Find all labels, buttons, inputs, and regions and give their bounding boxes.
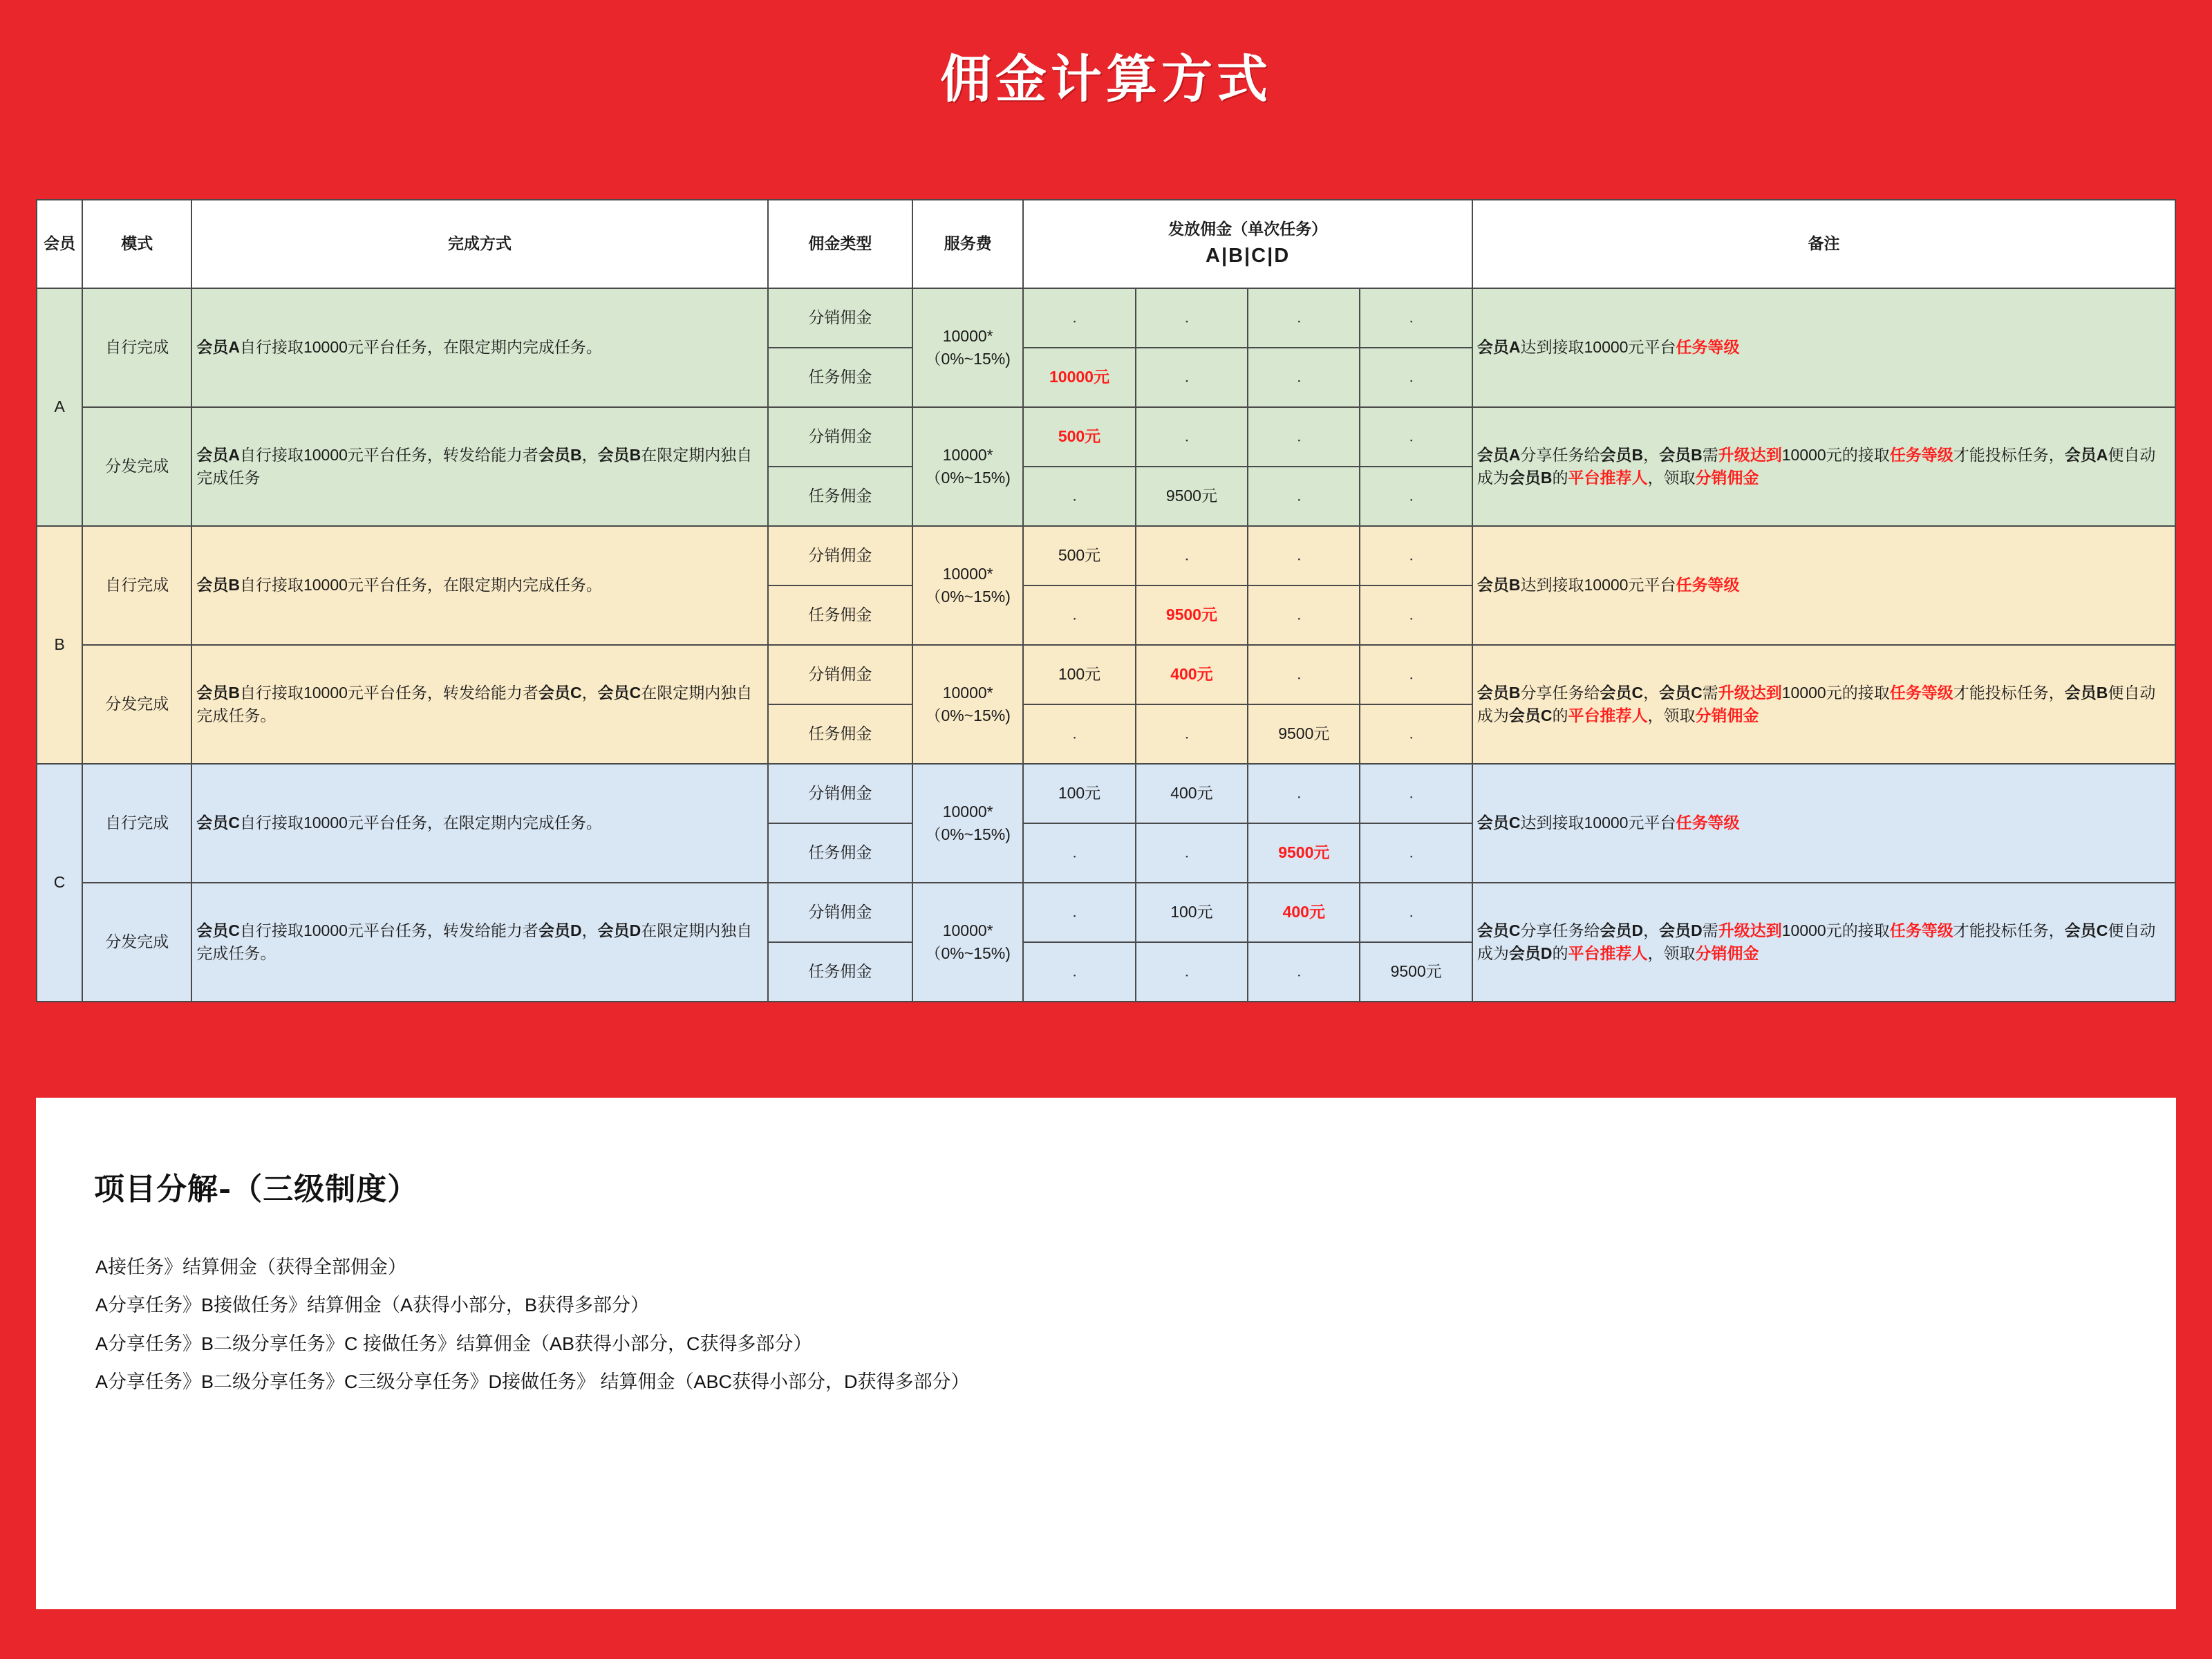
remark-cell: 会员B分享任务给会员C，会员C需升级达到10000元的接取任务等级才能投标任务，会员B便自动成为会员C的平台推荐人，领取分销佣金 <box>1472 645 2175 764</box>
mode-cell: 分发完成 <box>82 645 191 764</box>
header-payout-sub: A|B|C|D <box>1206 244 1291 267</box>
payout-c-cell: ． <box>1248 467 1360 526</box>
payout-d-cell: ． <box>1360 348 1472 407</box>
header-commission-type: 佣金类型 <box>768 200 912 288</box>
payout-c-cell: ． <box>1248 407 1360 467</box>
commission-type-cell: 任务佣金 <box>768 467 912 526</box>
method-cell: 会员C自行接取10000元平台任务，转发给能力者会员D，会员D在限定期内独自完成任务。 <box>191 883 767 1002</box>
payout-b-cell: 9500元 <box>1136 467 1248 526</box>
commission-type-cell: 分销佣金 <box>768 288 912 348</box>
commission-table-wrap <box>36 199 2176 1002</box>
method-cell: 会员A自行接取10000元平台任务，在限定期内完成任务。 <box>191 288 767 407</box>
payout-d-cell: ． <box>1360 645 1472 704</box>
payout-a-cell: 10000元 <box>1023 348 1135 407</box>
mode-cell: 自行完成 <box>82 764 191 883</box>
commission-type-cell: 分销佣金 <box>768 883 912 942</box>
payout-d-cell: ． <box>1360 585 1472 645</box>
service-fee-cell: 10000* （0%~15%) <box>912 526 1023 645</box>
service-fee-cell: 10000* （0%~15%) <box>912 645 1023 764</box>
payout-d-cell: 9500元 <box>1360 942 1472 1002</box>
commission-type-cell: 任务佣金 <box>768 585 912 645</box>
payout-d-cell: ． <box>1360 883 1472 942</box>
payout-c-cell: ． <box>1248 645 1360 704</box>
table-row <box>37 883 2175 942</box>
commission-table <box>36 199 2176 1002</box>
commission-type-cell: 分销佣金 <box>768 526 912 585</box>
payout-d-cell: ． <box>1360 526 1472 585</box>
table-row <box>37 645 2175 704</box>
payout-c-cell: ． <box>1248 288 1360 348</box>
service-fee-cell: 10000* （0%~15%) <box>912 883 1023 1002</box>
commission-table-body <box>37 288 2175 1002</box>
header-service-fee: 服务费 <box>912 200 1023 288</box>
method-cell: 会员B自行接取10000元平台任务，转发给能力者会员C，会员C在限定期内独自完成任务。 <box>191 645 767 764</box>
breakdown-line: A分享任务》B接做任务》结算佣金（A获得小部分，B获得多部分） <box>95 1295 650 1316</box>
payout-a-cell: 500元 <box>1023 407 1135 467</box>
breakdown-line: A接任务》结算佣金（获得全部佣金） <box>95 1257 407 1277</box>
payout-a-cell: ． <box>1023 704 1135 764</box>
mode-cell: 自行完成 <box>82 288 191 407</box>
table-row <box>37 288 2175 348</box>
payout-a-cell: ． <box>1023 942 1135 1002</box>
header-method: 完成方式 <box>191 200 767 288</box>
payout-c-cell: 9500元 <box>1248 823 1360 883</box>
breakdown-lines <box>36 1208 2176 1401</box>
remark-cell: 会员B达到接取10000元平台任务等级 <box>1472 526 2175 645</box>
payout-b-cell: 400元 <box>1136 764 1248 823</box>
service-fee-cell: 10000* （0%~15%) <box>912 407 1023 526</box>
payout-b-cell: ． <box>1136 942 1248 1002</box>
commission-type-cell: 任务佣金 <box>768 942 912 1002</box>
commission-type-cell: 任务佣金 <box>768 348 912 407</box>
payout-b-cell: ． <box>1136 823 1248 883</box>
header-payout-main: 发放佣金（单次任务） <box>1168 220 1328 238</box>
payout-b-cell: ． <box>1136 348 1248 407</box>
table-row <box>37 764 2175 823</box>
payout-c-cell: ． <box>1248 585 1360 645</box>
payout-d-cell: ． <box>1360 764 1472 823</box>
payout-d-cell: ． <box>1360 823 1472 883</box>
mode-cell: 自行完成 <box>82 526 191 645</box>
breakdown-line: A分享任务》B二级分享任务》C三级分享任务》D接做任务》 结算佣金（ABC获得小部分，D获得多部分） <box>95 1371 970 1393</box>
method-cell: 会员A自行接取10000元平台任务，转发给能力者会员B，会员B在限定期内独自完成任务 <box>191 407 767 526</box>
payout-b-cell: ． <box>1136 288 1248 348</box>
table-header-row <box>37 200 2175 288</box>
page-title: 佣金计算方式 <box>940 50 1272 109</box>
commission-type-cell: 分销佣金 <box>768 407 912 467</box>
payout-a-cell: ． <box>1023 288 1135 348</box>
commission-type-cell: 分销佣金 <box>768 645 912 704</box>
method-cell: 会员B自行接取10000元平台任务，在限定期内完成任务。 <box>191 526 767 645</box>
payout-a-cell: 100元 <box>1023 764 1135 823</box>
header-mode: 模式 <box>82 200 191 288</box>
commission-type-cell: 分销佣金 <box>768 764 912 823</box>
payout-a-cell: ． <box>1023 823 1135 883</box>
payout-d-cell: ． <box>1360 704 1472 764</box>
payout-b-cell: 9500元 <box>1136 585 1248 645</box>
breakdown-line: A分享任务》B二级分享任务》C 接做任务》结算佣金（AB获得小部分，C获得多部分） <box>95 1333 812 1354</box>
payout-a-cell: 100元 <box>1023 645 1135 704</box>
commission-type-cell: 任务佣金 <box>768 823 912 883</box>
member-cell: B <box>37 526 82 764</box>
payout-c-cell: ． <box>1248 348 1360 407</box>
service-fee-cell: 10000* （0%~15%) <box>912 288 1023 407</box>
payout-a-cell: 500元 <box>1023 526 1135 585</box>
payout-c-cell: ． <box>1248 764 1360 823</box>
remark-cell: 会员C分享任务给会员D，会员D需升级达到10000元的接取任务等级才能投标任务，会员C便自动成为会员D的平台推荐人，领取分销佣金 <box>1472 883 2175 1002</box>
table-row <box>37 407 2175 467</box>
member-cell: A <box>37 288 82 526</box>
payout-c-cell: ． <box>1248 526 1360 585</box>
header-member: 会员 <box>37 200 82 288</box>
payout-b-cell: ． <box>1136 704 1248 764</box>
mode-cell: 分发完成 <box>82 883 191 1002</box>
payout-d-cell: ． <box>1360 407 1472 467</box>
method-cell: 会员C自行接取10000元平台任务，在限定期内完成任务。 <box>191 764 767 883</box>
payout-b-cell: ． <box>1136 407 1248 467</box>
commission-type-cell: 任务佣金 <box>768 704 912 764</box>
remark-cell: 会员A分享任务给会员B，会员B需升级达到10000元的接取任务等级才能投标任务，会员A便自动成为会员B的平台推荐人，领取分销佣金 <box>1472 407 2175 526</box>
payout-c-cell: ． <box>1248 942 1360 1002</box>
payout-c-cell: 400元 <box>1248 883 1360 942</box>
payout-a-cell: ． <box>1023 467 1135 526</box>
payout-b-cell: ． <box>1136 526 1248 585</box>
payout-b-cell: 400元 <box>1136 645 1248 704</box>
payout-b-cell: 100元 <box>1136 883 1248 942</box>
header-payout <box>1023 200 1472 288</box>
remark-cell: 会员C达到接取10000元平台任务等级 <box>1472 764 2175 883</box>
service-fee-cell: 10000* （0%~15%) <box>912 764 1023 883</box>
header-remark: 备注 <box>1472 200 2175 288</box>
project-breakdown-panel <box>36 1098 2176 1609</box>
payout-a-cell: ． <box>1023 585 1135 645</box>
member-cell: C <box>37 764 82 1002</box>
payout-d-cell: ． <box>1360 467 1472 526</box>
mode-cell: 分发完成 <box>82 407 191 526</box>
payout-a-cell: ． <box>1023 883 1135 942</box>
payout-d-cell: ． <box>1360 288 1472 348</box>
remark-cell: 会员A达到接取10000元平台任务等级 <box>1472 288 2175 407</box>
breakdown-title: 项目分解-（三级制度） <box>94 1172 419 1207</box>
payout-c-cell: 9500元 <box>1248 704 1360 764</box>
table-row <box>37 526 2175 585</box>
